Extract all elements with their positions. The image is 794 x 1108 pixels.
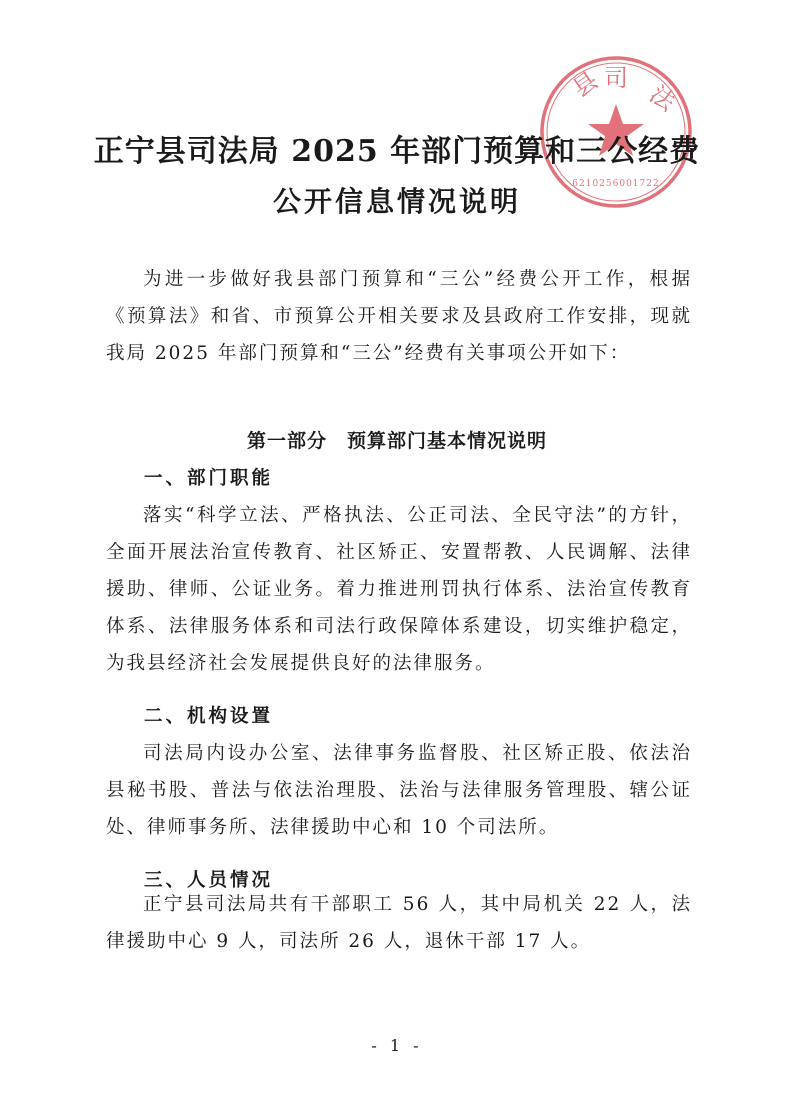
seal-char-3: 法 xyxy=(644,79,681,117)
section-body-staff: 正宁县司法局共有干部职工 56 人，其中局机关 22 人，法律援助中心 9 人，司法所 26 人，退休干部 17 人。 xyxy=(106,894,692,952)
page-subtitle: 公开信息情况说明 xyxy=(272,185,521,218)
seal-code: 6210256001722 xyxy=(572,179,660,189)
part-one-label: 第一部分 xyxy=(246,430,327,452)
section-heading-functions: 一、部门职能 xyxy=(144,468,274,489)
section-heading-structure: 二、机构设置 xyxy=(144,706,274,727)
seal-char-1: 县 xyxy=(567,66,604,103)
section-heading-staff: 三、人员情况 xyxy=(144,870,274,891)
section-body-functions: 落实“科学立法、严格执法、公正司法、全民守法”的方针，全面开展法治宣传教育、社区矫正、安置帮教、人民调解、法律援助、律师、公证业务。着力推进刑罚执行体系、法治宣传教育体系、法律服务体系和司法行政保障体系建设，切实维护稳定，为我县经济社会发展提供良好的法律服务。 xyxy=(106,505,692,674)
intro-paragraph: 为进一步做好我县部门预算和“三公”经费公开工作，根据《预算法》和省、市预算公开相关要求及县政府工作安排，现就我局 2025 年部门预算和“三公”经费有关事项公开如下： xyxy=(106,269,692,364)
part-one-title: 预算部门基本情况说明 xyxy=(347,430,548,452)
section-body-structure: 司法局内设办公室、法律事务监督股、社区矫正股、依法治县秘书股、普法与依法治理股、法治与法律服务管理股、辖公证处、律师事务所、法律援助中心和 10 个司法所。 xyxy=(106,743,692,838)
part-one-heading xyxy=(0,426,794,453)
page-title: 正宁县司法局 2025 年部门预算和三公经费 xyxy=(93,134,701,169)
page-number: - 1 - xyxy=(371,1036,423,1055)
seal-char-2: 司 xyxy=(604,64,628,92)
